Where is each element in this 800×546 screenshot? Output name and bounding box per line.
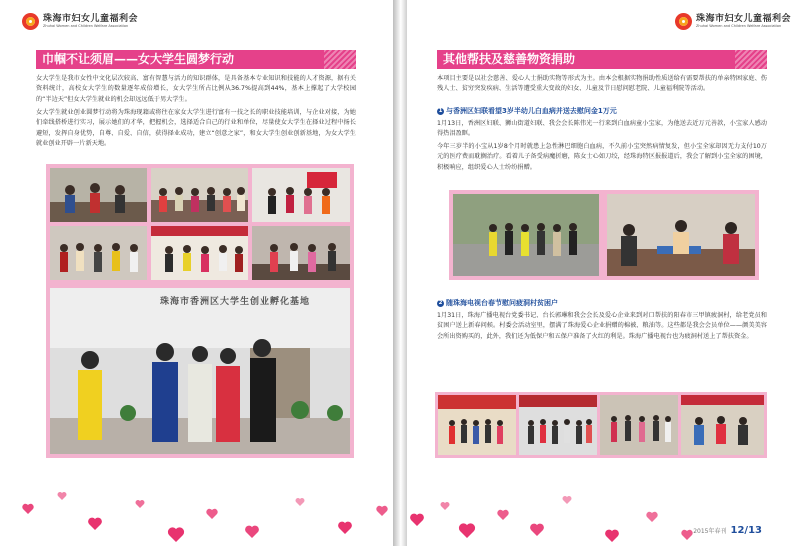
photo-event-1 [50, 168, 147, 222]
right-intro: 本项目主要是以社会慈善、爱心人士捐助实物等形式为主。由本会根据实物捐助性质送给有需要帮扶的单亲特困家庭、伤残人士、贫穷突发疾病、生活等遭受重大变故的妇女、儿童及节日慰问慰老院、儿童福利院等活动。 [437, 75, 767, 93]
hearts-decoration [0, 456, 393, 546]
page-number [693, 525, 762, 536]
subsection-2-heading [437, 298, 558, 308]
photo-event-2 [151, 168, 248, 222]
right-page [407, 0, 800, 546]
photo-village-4 [681, 395, 764, 455]
org-logo [22, 13, 138, 30]
subsection-1-number: 1 [438, 108, 443, 114]
org-subtitle-right: Zhuhai Women and Children Welfare Association [696, 24, 782, 28]
issue-label: 2015年春刊 [693, 528, 727, 535]
subsection-2-number: 2 [438, 300, 443, 306]
org-name: 珠海市妇女儿童福利会 [43, 14, 139, 24]
org-subtitle: Zhuhai Women and Children Welfare Association [43, 24, 129, 28]
page-numbers: 12/13 [730, 525, 762, 536]
book-spine [393, 0, 407, 546]
left-page [0, 0, 393, 546]
subsection-2-title: 随珠海电视台春节慰问疲洞村贫困户 [446, 299, 558, 307]
section-title-left: 巾帼不让须眉——女大学生圆梦行动 [36, 50, 356, 69]
subsection-1-paragraph-1: 1月13日，香洲区妇联、狮山街道妇联、我会会长陈伟光一行来到白血病童小宝家，为他送去近万元善款，小宝家人感动得热泪盈眶。 [437, 120, 767, 138]
photo-village-3 [600, 395, 678, 455]
subsection-2-paragraph: 1月31日，珠海广播电视台党委书记、台长郭琳和我会会长及爱心企业来到对口帮扶的阳春市三甲镇疲洞村，给老党员和贫困户送上新春问候。村委会活动室里，摆满了珠海爱心企业捐赠的棉被、粮油等。这些都是我会会员单位——颜美美容会所出资购买的，此外，我们还为低保户和五保户准备了火红的利是。珠海广播电视台也为疲洞村送上了帮扶资金。 [437, 312, 767, 340]
photo-village-2 [519, 395, 597, 455]
incubation-base-sign: 珠海市香洲区大学生创业孵化基地 [160, 297, 311, 307]
section-title-right: 其他帮扶及慈善物资捐助 [437, 50, 767, 69]
subsection-1-paragraph-2: 今年三岁半的小宝从1岁8个月时就患上急性淋巴细胞白血病，不久前小宝突然病情复发，但小宝全家却因无力支付10万元的医疗费而耽搁治疗。看着儿子备受病魔折磨，陈女士心如刀绞，经珠海特区报报道后，我会了解到小宝全家的困境，积极响应，组织爱心人士纷纷捐赠。 [437, 143, 767, 171]
photo-village-1 [438, 395, 516, 455]
logo-icon [22, 13, 39, 30]
photo-event-5 [151, 226, 248, 280]
photo-event-3 [252, 168, 350, 222]
subsection-1-title: 与香洲区妇联看望3岁半幼儿白血病并送去慰问金1万元 [446, 107, 617, 115]
logo-icon-right [675, 13, 692, 30]
photo-event-6 [252, 226, 350, 280]
photo-event-4 [50, 226, 147, 280]
subsection-1-heading [437, 106, 617, 116]
left-paragraph-1: 女大学生是我市女性中文化层次较高、富有智慧与活力的知识群体，是具备基本专业知识和技能的人才资源，据有关资料统计，高校女大学生的数量逐年成倍增长，女大学生所占比例从36.7%提高到44%，基本上撑起了大学校园的“半边天”但女大学生就业的机会却远远低于男大学生。 [36, 75, 356, 103]
left-paragraph-2: 女大学生就业创业圆梦行动将为珠海现籍或将往在家女大学生进行富有一技之长的职业技能培训，与企业对接，为她们牵线搭桥进行实习，展示她们的才华，把握机会，选择适合自己的行业和单位，尽量使女大学生在择业过程中扬长避短，发挥自身优势，自尊、自爱、自信，获得择业成功，建立“创意之家”，和女大学生创业创新基地，为女大学生就业创业开辟一片新天地。 [36, 109, 356, 148]
photo-visit-outdoor [453, 194, 599, 276]
org-name-right: 珠海市妇女儿童福利会 [696, 14, 792, 24]
photo-visit-indoor [607, 194, 755, 276]
photo-incubation-base-visit [50, 288, 350, 454]
org-logo-right [675, 13, 791, 30]
